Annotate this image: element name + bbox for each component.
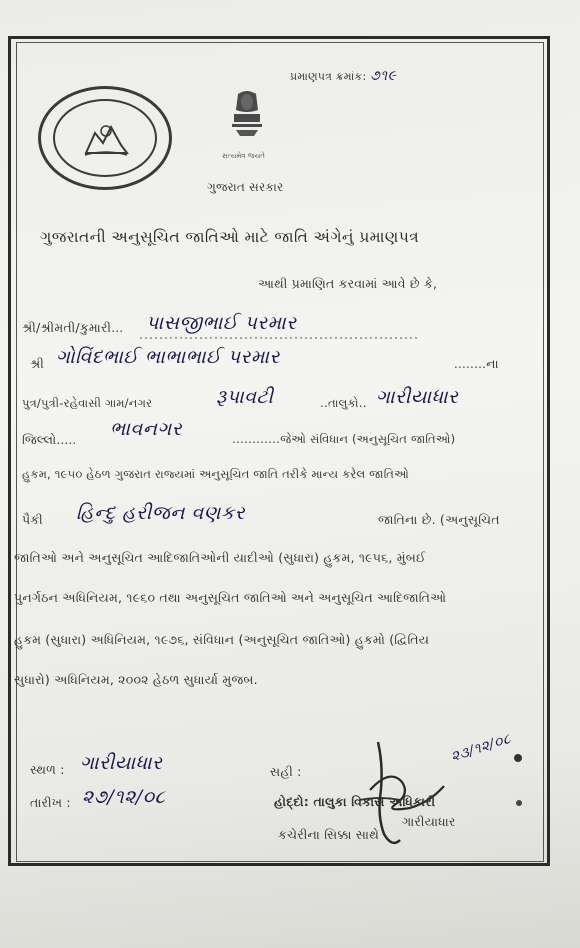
body-line-5: સુધારો) અધિનિયમ, ૨૦૦૨ હેઠળ સુધાર્યા મુજબ.	[14, 672, 258, 687]
officer-place: ગારીયાધાર	[402, 814, 456, 829]
officer-title: હોદ્દો: તાલુકા વિકાસ અધિકારી	[274, 794, 436, 809]
emblem-caption: સત્યમેવ જયતે	[222, 152, 265, 160]
father-value: ગોવિંદભાઈ ભાભાભાઈ પરમાર	[56, 346, 280, 368]
caste-value: હિન્દુ હરીજન વણકર	[76, 502, 246, 524]
date-value: ૨૭/૧૨/૦૮	[82, 786, 166, 808]
caste-label: પૈકી	[22, 512, 43, 527]
office-seal-label: કચેરીના સિક્કા સાથે	[278, 827, 379, 842]
serial-value: ૭૧૯	[370, 68, 397, 84]
hole-mark	[516, 800, 522, 806]
place-label: સ્થળ :	[30, 762, 65, 777]
body-line-4: હુકમ (સુધારા) અધિનિયમ, ૧૯૭૬, સંવિધાન (અનુસૂચિત જાતિઓ) હુકમો (દ્વિતિય	[14, 632, 430, 647]
name-label: શ્રી/શ્રીમતી/કુમારી...	[22, 320, 124, 335]
serial-label: પ્રમાણપત્ર ક્રમાંક:	[290, 70, 367, 83]
taluka-label: ..તાલુકો..	[320, 396, 367, 410]
signature-label: સહી :	[270, 764, 302, 779]
certify-line: આથી પ્રમાણિત કરવામાં આવે છે કે,	[258, 276, 438, 291]
father-label: શ્રી	[30, 356, 44, 371]
place-value: ગારીયાધાર	[80, 752, 163, 774]
father-suffix: ........ના	[454, 356, 499, 371]
district-suffix: ............જેઓ સંવિધાન (અનુસૂચિત જાતિઓ)	[232, 432, 456, 446]
body-line-2: જાતિઓ અને અનુસૂચિત આદિજાતિઓની યાદીઓ (સુધારા) હુકમ, ૧૯૫૬, મુંબઈ	[14, 550, 426, 565]
caste-suffix: જાતિના છે. (અનુસૂચિત	[378, 512, 500, 527]
hole-mark	[514, 754, 522, 762]
certificate-title: ગુજરાતની અનુસૂચિત જાતિઓ માટે જાતિ અંગેનું પ્રમાણપત્ર	[40, 228, 420, 246]
seal-emblem-icon	[81, 119, 131, 159]
signature-date: ૨૩/૧૨/૦૮	[449, 730, 514, 766]
ashoka-emblem-icon	[224, 88, 270, 152]
district-label: જિલ્લો.....	[22, 432, 77, 447]
district-value: ભાવનગર	[110, 418, 183, 440]
body-line-3: પુનર્ગઠન અધિનિયમ, ૧૯૬૦ તથા અનુસૂચિત જાતિઓ અને અનુસૂચિત આદિજાતિઓ	[14, 590, 447, 605]
residence-label: પુત્ર/પુત્રી-રહેવાસી ગામ/નગર	[22, 396, 153, 410]
date-label: તારીખ :	[30, 795, 71, 810]
name-value: પાસજીભાઈ પરમાર	[146, 312, 297, 334]
taluka-value: ગારીયાધાર	[376, 386, 459, 408]
residence-value: રૂપાવટી	[216, 386, 274, 408]
serial-number	[290, 68, 396, 84]
name-underline	[140, 336, 420, 340]
government-label: ગુજરાત સરકાર	[207, 180, 284, 194]
panchayat-seal	[38, 86, 172, 190]
body-line-1: હુકમ, ૧૯૫૦ હેઠળ ગુજરાત રાજ્યમાં અનુસૂચિત જાતિ તરીકે માન્ય કરેલ જાતિઓ	[22, 467, 409, 481]
